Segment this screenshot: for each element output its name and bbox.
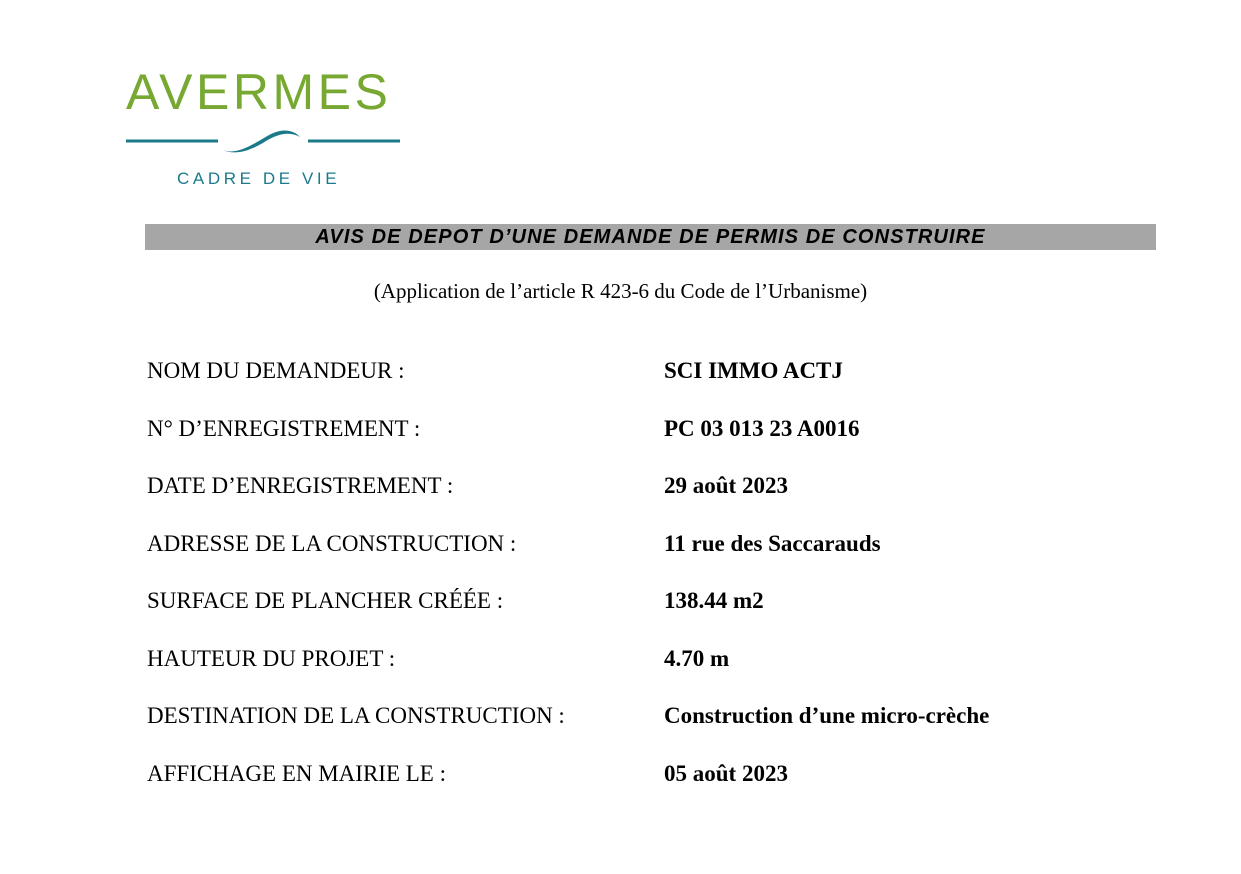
detail-label: DESTINATION DE LA CONSTRUCTION : [147,703,565,728]
detail-row-applicant [147,354,1147,412]
logo-wave-shape [223,130,300,152]
detail-value: 29 août 2023 [664,473,788,498]
detail-label: N° D’ENREGISTREMENT : [147,415,421,441]
detail-label: NOM DU DEMANDEUR : [147,358,405,383]
permit-details [147,354,1147,814]
detail-row-height [147,642,1147,700]
detail-row-floor-area [147,584,1147,642]
detail-value: 05 août 2023 [664,760,788,786]
legal-reference: (Application de l’article R 423-6 du Code de l’Urbanisme) [373,279,868,303]
detail-row-destination [147,699,1147,757]
detail-value: 11 rue des Saccarauds [664,530,881,556]
detail-value: 138.44 m2 [664,588,764,613]
town-logo [126,64,402,188]
notice-banner [145,224,1156,250]
wave-icon [126,126,402,160]
detail-label: SURFACE DE PLANCHER CRÉÉE : [147,588,504,613]
detail-row-address [147,527,1147,585]
notice-title: AVIS DE DEPOT D’UNE DEMANDE DE PERMIS DE CONSTRUIRE [315,226,986,248]
detail-label: HAUTEUR DU PROJET : [147,645,396,671]
detail-value: Construction d’une micro-crèche [664,703,990,728]
detail-label: AFFICHAGE EN MAIRIE LE : [147,760,446,786]
detail-value: 4.70 m [664,645,730,671]
logo-tagline: CADRE DE VIE [177,169,341,188]
logo-town-name: AVERMES [126,64,392,120]
detail-label: ADRESSE DE LA CONSTRUCTION : [147,530,517,556]
detail-value: SCI IMMO ACTJ [664,358,843,383]
detail-row-posting-date [147,757,1147,815]
detail-value: PC 03 013 23 A0016 [664,415,860,441]
detail-label: DATE D’ENREGISTREMENT : [147,473,454,498]
detail-row-registration-number [147,412,1147,470]
detail-row-registration-date [147,469,1147,527]
